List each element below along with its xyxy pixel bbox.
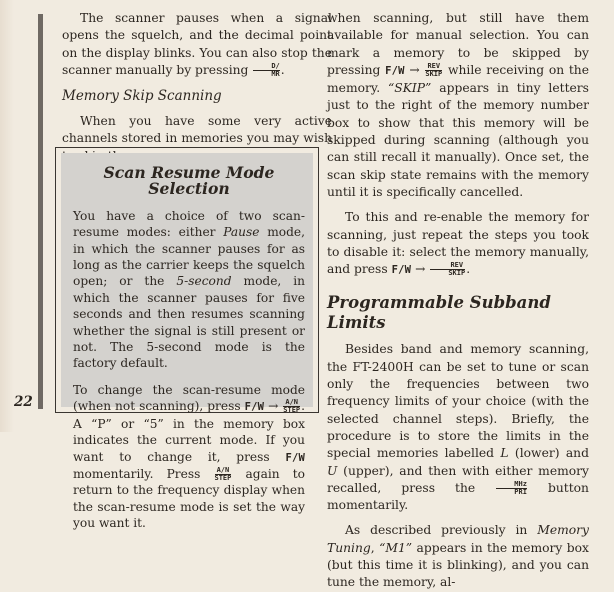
page-binding-edge [0,0,14,432]
fw-key-label: F/W [385,64,405,77]
skip-marking-paragraph: when scanning, but still have them available for manual selection. You can mark a memory to be skipped by pressing F/W → $\frac{\text{REV}}{\text{SKIP}}$ while receiving on the memory. “SKIP” appears in tiny letters just to the right of the memory number box to show that this memory will be skipped during scanning (although you can still recall it manually). Once set, the scan skip state remains with the memory until it is specifically cancelled. [327,11,589,199]
fw-key-label: F/W [391,264,412,277]
margin-rule [38,14,43,409]
fw-key-label: F/W [285,451,306,464]
subband-paragraph: Besides band and memory scanning, the FT-2400H can be set to tune or scan only the frequencies between two frequency limits of your choice (with the selected channel steps). Briefly, the procedure is to store the limits in the special memories labelled L (lower) and U (upper), and then with either memory recalled, press the $\frac{\text{MHz}}{\text{PRI}}$ button momentarily. [327,342,589,513]
right-column [327,10,589,592]
dmr-key-label: $\frac{D/}{MR}$ [253,63,279,78]
mhz-pri-key-label: $\frac{\text{MHz}}{\text{PRI}}$ [496,481,527,496]
rev-skip-key-label: $\frac{\text{REV}}{\text{SKIP}}$ [430,262,465,277]
sidebar-title: Scan Resume Mode Selection [103,163,275,199]
fw-key-label: F/W [244,401,265,414]
reenable-paragraph: To this and re-enable the memory for scanning, just repeat the steps you took to disable it: select the memory manually, and press F/W → $\frac{\text{REV}}{\text{SKIP}}$ . [327,210,589,278]
programmable-subband-limits-heading: Programmable Subband Limits [327,293,551,333]
an-step-key-label: $\frac{A/N}{\text{STEP}}$ [283,398,301,415]
memory-tuning-paragraph: As described previously in Memory Tuning, “M1” appears in the memory box (but this time it is blinking), and you can tune the memory, al- [327,523,589,590]
page-number: 22 [14,394,33,410]
memory-skip-intro-paragraph: When you have some very active channels stored in memories you may wish [62,114,332,146]
sidebar-content [73,165,305,532]
scanner-pause-paragraph: The scanner pauses when a signal opens the squelch, and the decimal point on the display blinks. You can also stop the scanner manually by pressing $\frac{D/}{MR}$ . [62,11,332,78]
sidebar-paragraph-modes: You have a choice of two scan-resume modes: either Pause mode, in which the scanner pauses for as long as the carrier keeps the squelch open; or the 5-second mode, in which the scanner pauses for five seconds and then resumes scanning whether the signal is still present or not. The 5-second mode is the factory default. [73,208,306,371]
memory-skip-scanning-subheading: Memory Skip Scanning [62,88,222,105]
scan-resume-sidebar-box [55,147,319,531]
rev-skip-key-label: $\frac{\text{REV}}{\text{SKIP}}$ [425,61,443,78]
an-step-key-label: $\frac{A/N}{\text{STEP}}$ [214,465,232,482]
sidebar-paragraph-change: To change the scan-resume mode (when not scanning), press F/W → $\frac{A/N}{\text{STEP}}$ . A “P” or “5” in the memory box indicates the current mode. If you want to change it, press F/W momentarily. Press $\frac{A/N}{\text{STEP}}$ again to return to the frequency display when the scan-resume mode is set the way you want it. [73,382,306,531]
left-column [62,10,332,165]
